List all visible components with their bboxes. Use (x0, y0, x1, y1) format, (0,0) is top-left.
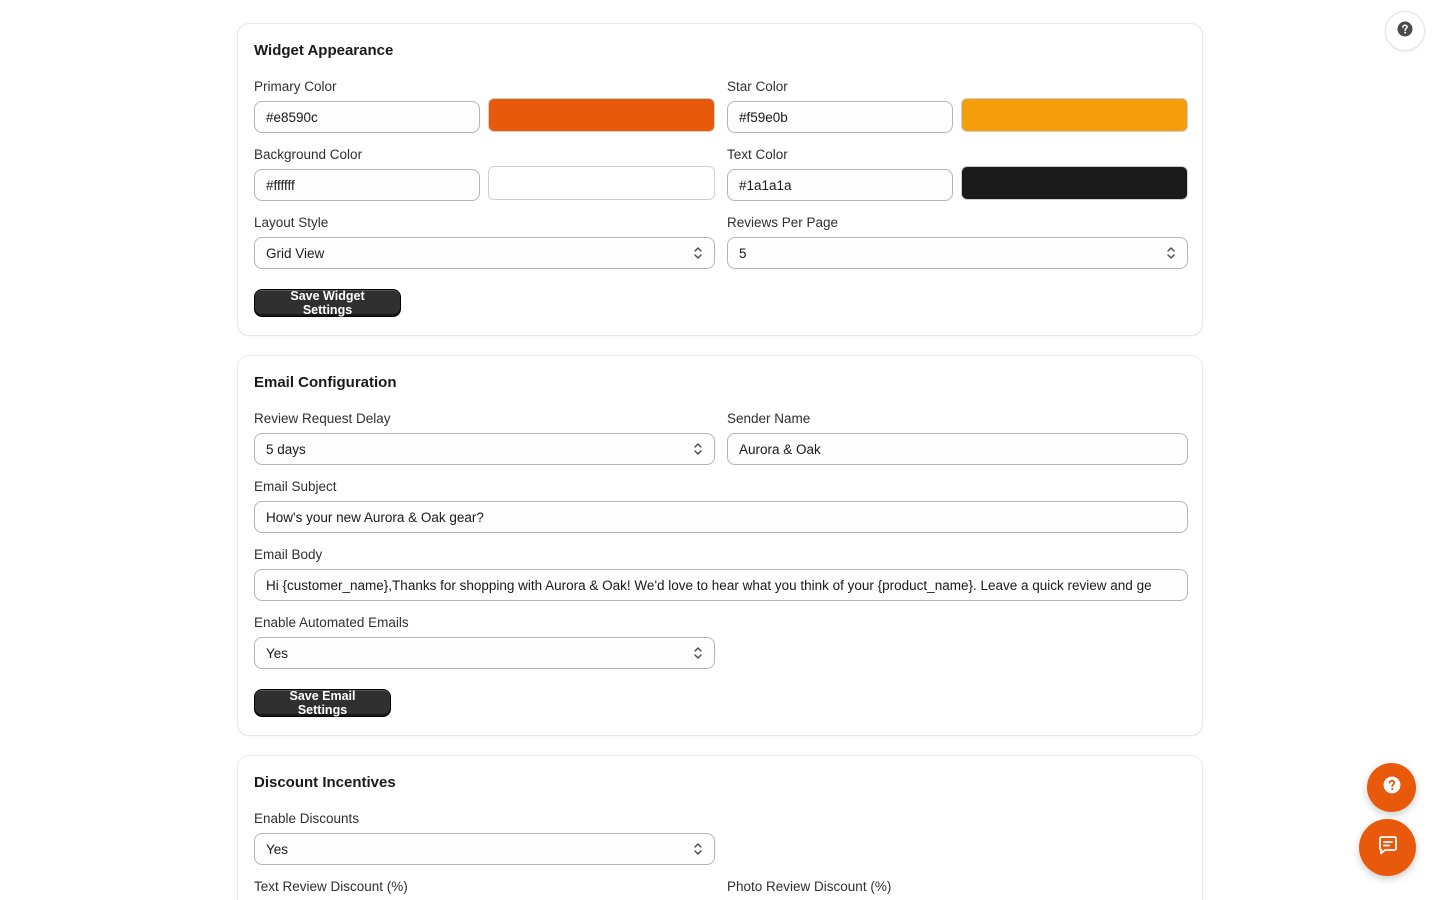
background-color-label: Background Color (254, 147, 363, 162)
enable-automated-emails-label: Enable Automated Emails (254, 615, 409, 630)
primary-color-input[interactable]: #e8590c (254, 101, 480, 133)
card-title: Discount Incentives (254, 774, 396, 791)
card-title: Email Configuration (254, 374, 397, 391)
help-button[interactable] (1385, 11, 1425, 51)
text-color-label: Text Color (727, 147, 788, 162)
widget-appearance-card (237, 23, 1203, 336)
primary-color-label: Primary Color (254, 79, 337, 94)
layout-style-label: Layout Style (254, 215, 329, 230)
reviews-per-page-value: 5 (739, 245, 747, 261)
discount-incentives-card (237, 755, 1203, 900)
reviews-per-page-select[interactable] (727, 237, 1188, 269)
sender-name-input[interactable]: Aurora & Oak (727, 433, 1188, 465)
chat-bubble-icon (1376, 833, 1400, 862)
chevron-up-down-icon (1166, 245, 1176, 261)
email-body-label: Email Body (254, 547, 323, 562)
enable-discounts-value: Yes (266, 841, 289, 857)
email-body-input[interactable]: Hi {customer_name},Thanks for shopping with Aurora & Oak! We'd love to hear what you think of your {product_name}. Leave a quick review and ge (254, 569, 1188, 601)
text-color-input[interactable]: #1a1a1a (727, 169, 953, 201)
review-request-delay-value: 5 days (266, 441, 306, 457)
enable-discounts-label: Enable Discounts (254, 811, 360, 826)
reviews-per-page-label: Reviews Per Page (727, 215, 839, 230)
star-color-label: Star Color (727, 79, 788, 94)
enable-discounts-select[interactable] (254, 833, 715, 865)
enable-automated-emails-select[interactable] (254, 637, 715, 669)
question-circle-icon (1383, 776, 1401, 799)
chevron-up-down-icon (693, 645, 703, 661)
save-widget-settings-button[interactable]: Save Widget Settings (254, 289, 401, 317)
enable-automated-emails-value: Yes (266, 645, 289, 661)
primary-color-swatch[interactable] (488, 98, 715, 132)
chevron-up-down-icon (693, 841, 703, 857)
photo-review-discount-label: Photo Review Discount (%) (727, 879, 892, 894)
help-fab-button[interactable] (1367, 763, 1416, 812)
chevron-up-down-icon (693, 245, 703, 261)
email-subject-input[interactable]: How's your new Aurora & Oak gear? (254, 501, 1188, 533)
star-color-swatch[interactable] (961, 98, 1188, 132)
email-configuration-card (237, 355, 1203, 736)
chat-fab-button[interactable] (1359, 819, 1416, 876)
question-circle-icon (1397, 21, 1413, 42)
star-color-input[interactable]: #f59e0b (727, 101, 953, 133)
sender-name-label: Sender Name (727, 411, 811, 426)
text-review-discount-label: Text Review Discount (%) (254, 879, 408, 894)
text-color-swatch[interactable] (961, 166, 1188, 200)
background-color-swatch[interactable] (488, 166, 715, 200)
save-email-settings-button[interactable]: Save Email Settings (254, 689, 391, 717)
review-request-delay-label: Review Request Delay (254, 411, 391, 426)
background-color-input[interactable]: #ffffff (254, 169, 480, 201)
email-subject-label: Email Subject (254, 479, 337, 494)
chevron-up-down-icon (693, 441, 703, 457)
layout-style-select[interactable] (254, 237, 715, 269)
card-title: Widget Appearance (254, 42, 394, 59)
layout-style-value: Grid View (266, 245, 325, 261)
review-request-delay-select[interactable] (254, 433, 715, 465)
